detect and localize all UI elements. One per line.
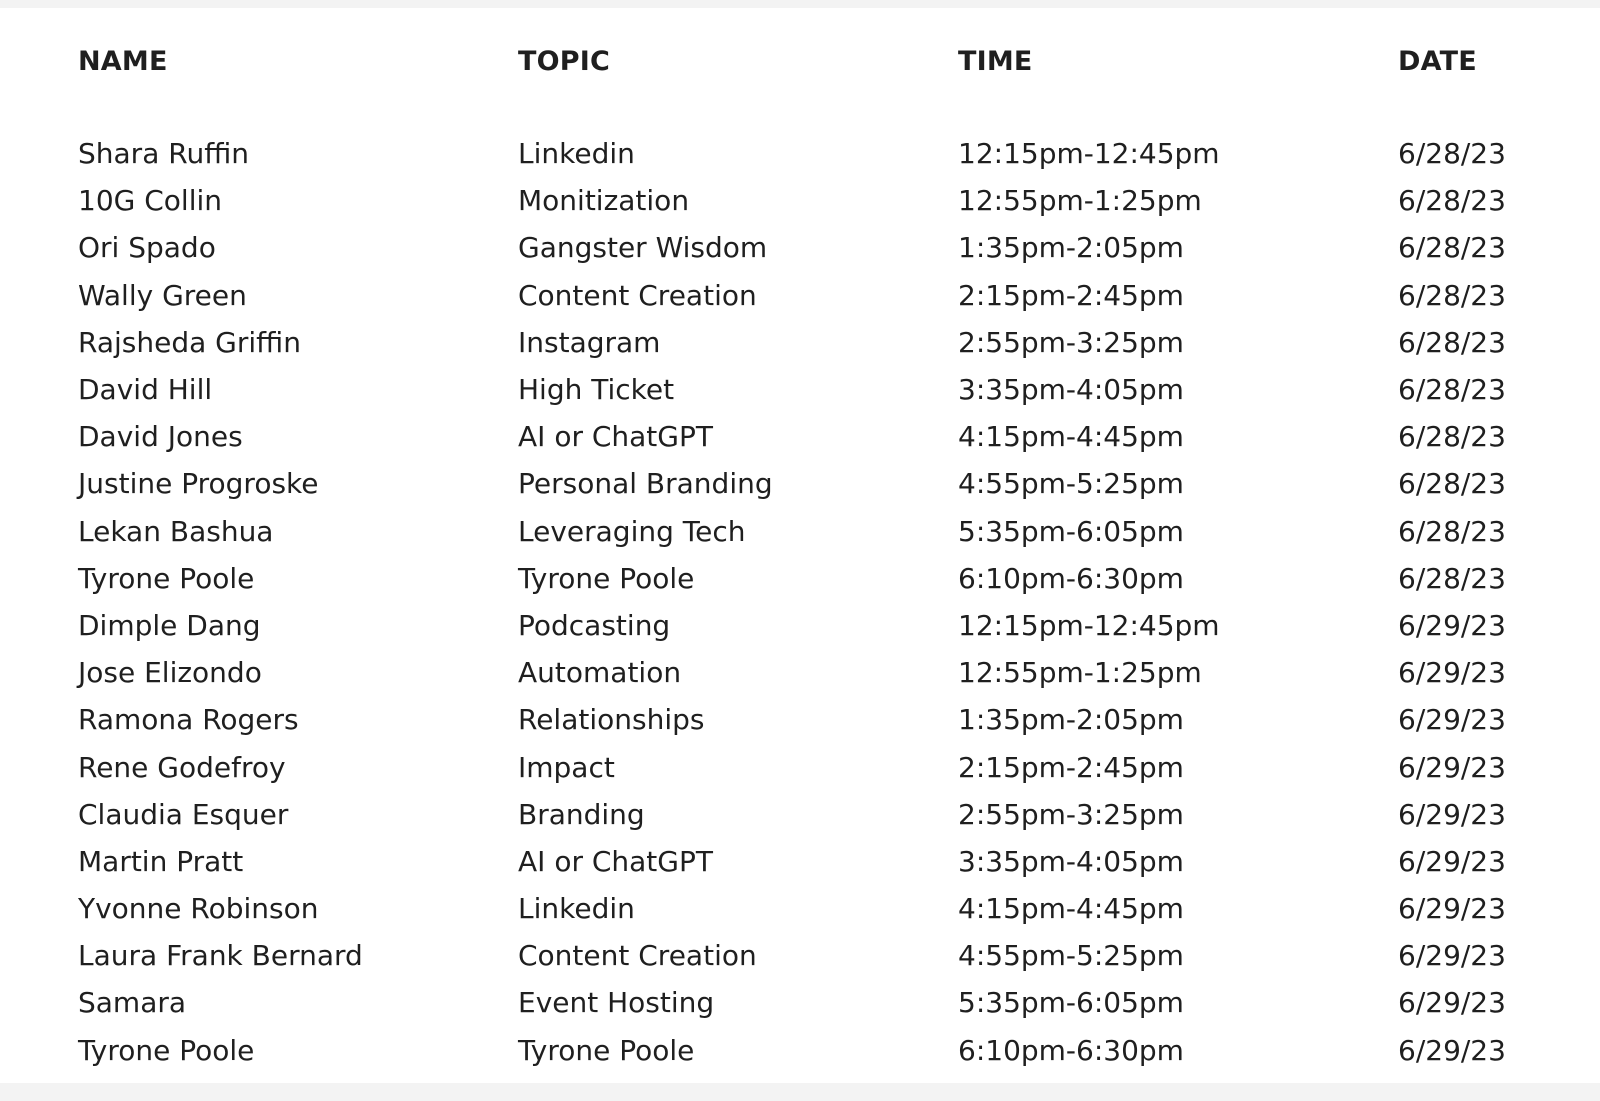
cell-time: 1:35pm-2:05pm (958, 703, 1184, 737)
table-row (78, 366, 1538, 413)
table-row (78, 696, 1538, 743)
table-row (78, 885, 1538, 932)
header-time: TIME (958, 45, 1033, 77)
table-header (78, 36, 1538, 86)
cell-date: 6/28/23 (1398, 278, 1506, 312)
cell-topic: High Ticket (518, 373, 675, 407)
cell-time: 2:15pm-2:45pm (958, 278, 1184, 312)
table-row (78, 177, 1538, 224)
cell-topic: AI or ChatGPT (518, 844, 713, 878)
cell-time: 5:35pm-6:05pm (958, 986, 1184, 1020)
table-row (78, 460, 1538, 507)
cell-time: 2:15pm-2:45pm (958, 750, 1184, 784)
cell-topic: Relationships (518, 703, 705, 737)
cell-topic: Automation (518, 656, 682, 690)
cell-topic: Content Creation (518, 939, 757, 973)
table-row (78, 1027, 1538, 1074)
cell-date: 6/29/23 (1398, 750, 1506, 784)
cell-date: 6/29/23 (1398, 1033, 1506, 1067)
table-body (78, 86, 1538, 1074)
header-name: NAME (78, 45, 168, 77)
cell-topic: Event Hosting (518, 986, 715, 1020)
table-row (78, 272, 1538, 319)
cell-time: 2:55pm-3:25pm (958, 325, 1184, 359)
cell-topic: Instagram (518, 325, 661, 359)
table-row (78, 979, 1538, 1026)
cell-name: Laura Frank Bernard (78, 939, 363, 973)
cell-date: 6/29/23 (1398, 844, 1506, 878)
cell-date: 6/28/23 (1398, 231, 1506, 265)
header-row (78, 36, 1538, 86)
cell-time: 12:15pm-12:45pm (958, 608, 1220, 642)
cell-name: David Jones (78, 420, 243, 454)
table-row (78, 602, 1538, 649)
schedule-card (0, 8, 1600, 1083)
cell-time: 12:15pm-12:45pm (958, 137, 1220, 171)
cell-name: Claudia Esquer (78, 797, 289, 831)
cell-date: 6/28/23 (1398, 184, 1506, 218)
cell-date: 6/28/23 (1398, 561, 1506, 595)
cell-topic: AI or ChatGPT (518, 420, 713, 454)
cell-topic: Personal Branding (518, 467, 773, 501)
cell-time: 12:55pm-1:25pm (958, 656, 1202, 690)
cell-name: Tyrone Poole (78, 1033, 255, 1067)
header-spacer (78, 86, 1538, 130)
cell-topic: Leveraging Tech (518, 514, 746, 548)
table-row (78, 743, 1538, 790)
cell-time: 1:35pm-2:05pm (958, 231, 1184, 265)
cell-name: Tyrone Poole (78, 561, 255, 595)
table-row (78, 224, 1538, 271)
header-topic: TOPIC (518, 45, 611, 77)
cell-time: 3:35pm-4:05pm (958, 844, 1184, 878)
cell-name: David Hill (78, 373, 213, 407)
cell-time: 4:15pm-4:45pm (958, 892, 1184, 926)
cell-date: 6/28/23 (1398, 514, 1506, 548)
table-row (78, 508, 1538, 555)
cell-topic: Impact (518, 750, 615, 784)
cell-topic: Gangster Wisdom (518, 231, 768, 265)
cell-name: Shara Ruffin (78, 137, 250, 171)
cell-time: 4:55pm-5:25pm (958, 939, 1184, 973)
cell-name: Wally Green (78, 278, 247, 312)
cell-name: Lekan Bashua (78, 514, 274, 548)
cell-time: 6:10pm-6:30pm (958, 561, 1184, 595)
cell-date: 6/28/23 (1398, 420, 1506, 454)
schedule-table (78, 36, 1538, 1074)
table-row (78, 555, 1538, 602)
table-row (78, 649, 1538, 696)
cell-time: 4:55pm-5:25pm (958, 467, 1184, 501)
cell-name: Rene Godefroy (78, 750, 286, 784)
table-row (78, 791, 1538, 838)
cell-topic: Tyrone Poole (518, 561, 695, 595)
cell-date: 6/29/23 (1398, 703, 1506, 737)
cell-name: Ori Spado (78, 231, 216, 265)
cell-topic: Branding (518, 797, 645, 831)
header-date: DATE (1398, 45, 1477, 77)
cell-name: Ramona Rogers (78, 703, 299, 737)
cell-date: 6/29/23 (1398, 608, 1506, 642)
cell-topic: Podcasting (518, 608, 671, 642)
cell-time: 4:15pm-4:45pm (958, 420, 1184, 454)
table-row (78, 130, 1538, 177)
cell-date: 6/29/23 (1398, 892, 1506, 926)
cell-time: 3:35pm-4:05pm (958, 373, 1184, 407)
cell-name: Justine Progroske (78, 467, 319, 501)
cell-date: 6/28/23 (1398, 325, 1506, 359)
table-row (78, 319, 1538, 366)
cell-name: Yvonne Robinson (78, 892, 319, 926)
cell-topic: Monitization (518, 184, 690, 218)
cell-name: Rajsheda Griffin (78, 325, 301, 359)
cell-date: 6/28/23 (1398, 373, 1506, 407)
cell-time: 5:35pm-6:05pm (958, 514, 1184, 548)
table-row (78, 413, 1538, 460)
cell-date: 6/29/23 (1398, 797, 1506, 831)
cell-name: 10G Collin (78, 184, 222, 218)
cell-time: 12:55pm-1:25pm (958, 184, 1202, 218)
cell-name: Dimple Dang (78, 608, 261, 642)
cell-time: 2:55pm-3:25pm (958, 797, 1184, 831)
cell-name: Martin Pratt (78, 844, 244, 878)
cell-time: 6:10pm-6:30pm (958, 1033, 1184, 1067)
cell-topic: Tyrone Poole (518, 1033, 695, 1067)
cell-date: 6/29/23 (1398, 939, 1506, 973)
cell-topic: Content Creation (518, 278, 757, 312)
cell-date: 6/28/23 (1398, 137, 1506, 171)
cell-topic: Linkedin (518, 892, 635, 926)
cell-name: Jose Elizondo (78, 656, 262, 690)
table-row (78, 932, 1538, 979)
cell-topic: Linkedin (518, 137, 635, 171)
table-row (78, 838, 1538, 885)
cell-name: Samara (78, 986, 187, 1020)
cell-date: 6/28/23 (1398, 467, 1506, 501)
cell-date: 6/29/23 (1398, 656, 1506, 690)
cell-date: 6/29/23 (1398, 986, 1506, 1020)
